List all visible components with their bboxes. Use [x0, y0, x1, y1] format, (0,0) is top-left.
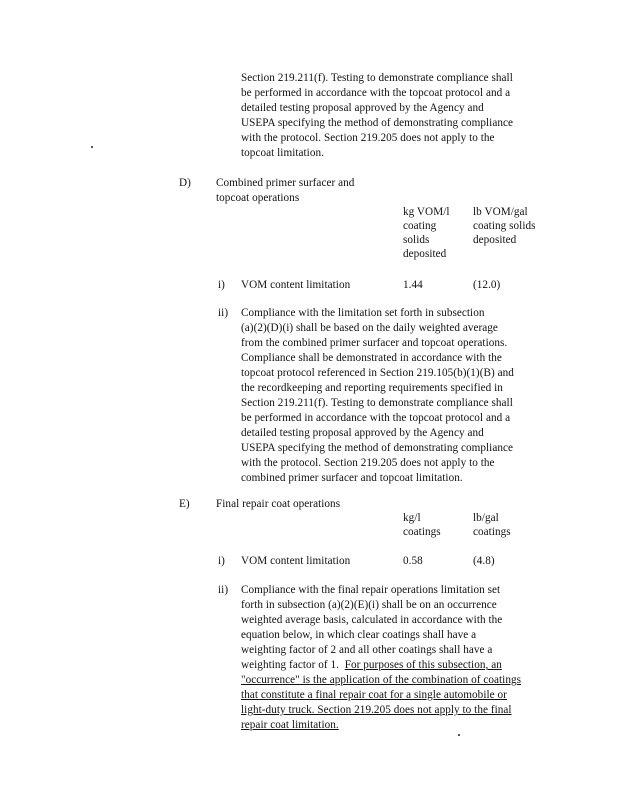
underlined-amendment: repair coat limitation.: [241, 719, 339, 731]
body-line: weighted average basis, calculated in accordance with the: [241, 614, 503, 626]
item-text: VOM content limitation: [241, 279, 351, 291]
underlined-amendment: that constitute a final repair coat for a single automobile or: [241, 689, 507, 701]
value-english: (12.0): [473, 279, 501, 291]
section-d-title: Combined primer surfacer and: [216, 177, 355, 189]
item-text: VOM content limitation: [241, 555, 351, 567]
body-line: (a)(2)(D)(i) shall be based on the daily weighted average: [241, 322, 498, 334]
section-e-label: E): [179, 498, 190, 510]
body-line: topcoat protocol referenced in Section 219.105(b)(1)(B) and: [241, 367, 514, 379]
value-metric: 1.44: [403, 279, 423, 291]
intro-line: USEPA specifying the method of demonstrating compliance: [241, 117, 514, 129]
column-header: lb/gal: [473, 512, 499, 524]
value-metric: 0.58: [403, 555, 423, 567]
body-line: [241, 658, 502, 672]
column-header: solids: [403, 234, 430, 246]
body-line: equation below, in which clear coatings shall have a: [241, 629, 477, 641]
intro-line: topcoat limitation.: [241, 147, 324, 159]
body-line: from the combined primer surfacer and topcoat operations.: [241, 337, 508, 349]
intro-line: Section 219.211(f). Testing to demonstrate compliance shall: [241, 72, 513, 84]
column-header: coatings: [403, 526, 441, 538]
body-line: with the protocol. Section 219.205 does not apply to the: [241, 457, 495, 469]
column-header: coatings: [473, 526, 511, 538]
underlined-amendment: "occurrence" is the application of the combination of coatings: [241, 674, 522, 686]
column-header: deposited: [403, 248, 447, 260]
intro-line: be performed in accordance with the topcoat protocol and a: [241, 87, 511, 99]
body-line: Compliance with the final repair operations limitation set: [241, 584, 501, 596]
scan-speck: [91, 146, 93, 148]
column-header: coating solids: [473, 220, 536, 232]
body-line: forth in subsection (a)(2)(E)(i) shall be on an occurrence: [241, 599, 497, 611]
body-line: USEPA specifying the method of demonstrating compliance: [241, 442, 514, 454]
underlined-amendment: For purposes of this subsection, an: [344, 659, 502, 671]
value-english: (4.8): [473, 555, 495, 567]
column-header: deposited: [473, 234, 517, 246]
body-line: Section 219.211(f). Testing to demonstrate compliance shall: [241, 397, 513, 409]
body-line: Compliance with the limitation set forth in subsection: [241, 307, 485, 319]
column-header: lb VOM/gal: [473, 206, 528, 218]
body-line: combined primer surfacer and topcoat limitation.: [241, 472, 463, 484]
section-d-label: D): [179, 177, 191, 189]
intro-line: with the protocol. Section 219.205 does not apply to the: [241, 132, 495, 144]
body-text: weighting factor of 1.: [241, 659, 340, 671]
column-header: kg VOM/l: [403, 206, 450, 218]
body-line: be performed in accordance with the topcoat protocol and a: [241, 412, 511, 424]
section-e-title: Final repair coat operations: [216, 498, 341, 510]
intro-line: detailed testing proposal approved by the Agency and: [241, 102, 484, 114]
item-label: ii): [218, 307, 229, 319]
scan-speck: [458, 734, 460, 736]
body-line: Compliance shall be demonstrated in accordance with the: [241, 352, 502, 364]
item-label: i): [218, 555, 225, 567]
underlined-amendment: light-duty truck. Section 219.205 does not apply to the final: [241, 704, 512, 716]
column-header: coating: [403, 220, 437, 232]
body-line: weighting factor of 2 and all other coatings shall have a: [241, 644, 493, 656]
body-line: detailed testing proposal approved by the Agency and: [241, 427, 484, 439]
body-line: the recordkeeping and reporting requirements specified in: [241, 382, 503, 394]
column-header: kg/l: [403, 512, 421, 524]
section-d-title: topcoat operations: [216, 192, 300, 204]
item-label: ii): [218, 584, 229, 596]
item-label: i): [218, 279, 225, 291]
